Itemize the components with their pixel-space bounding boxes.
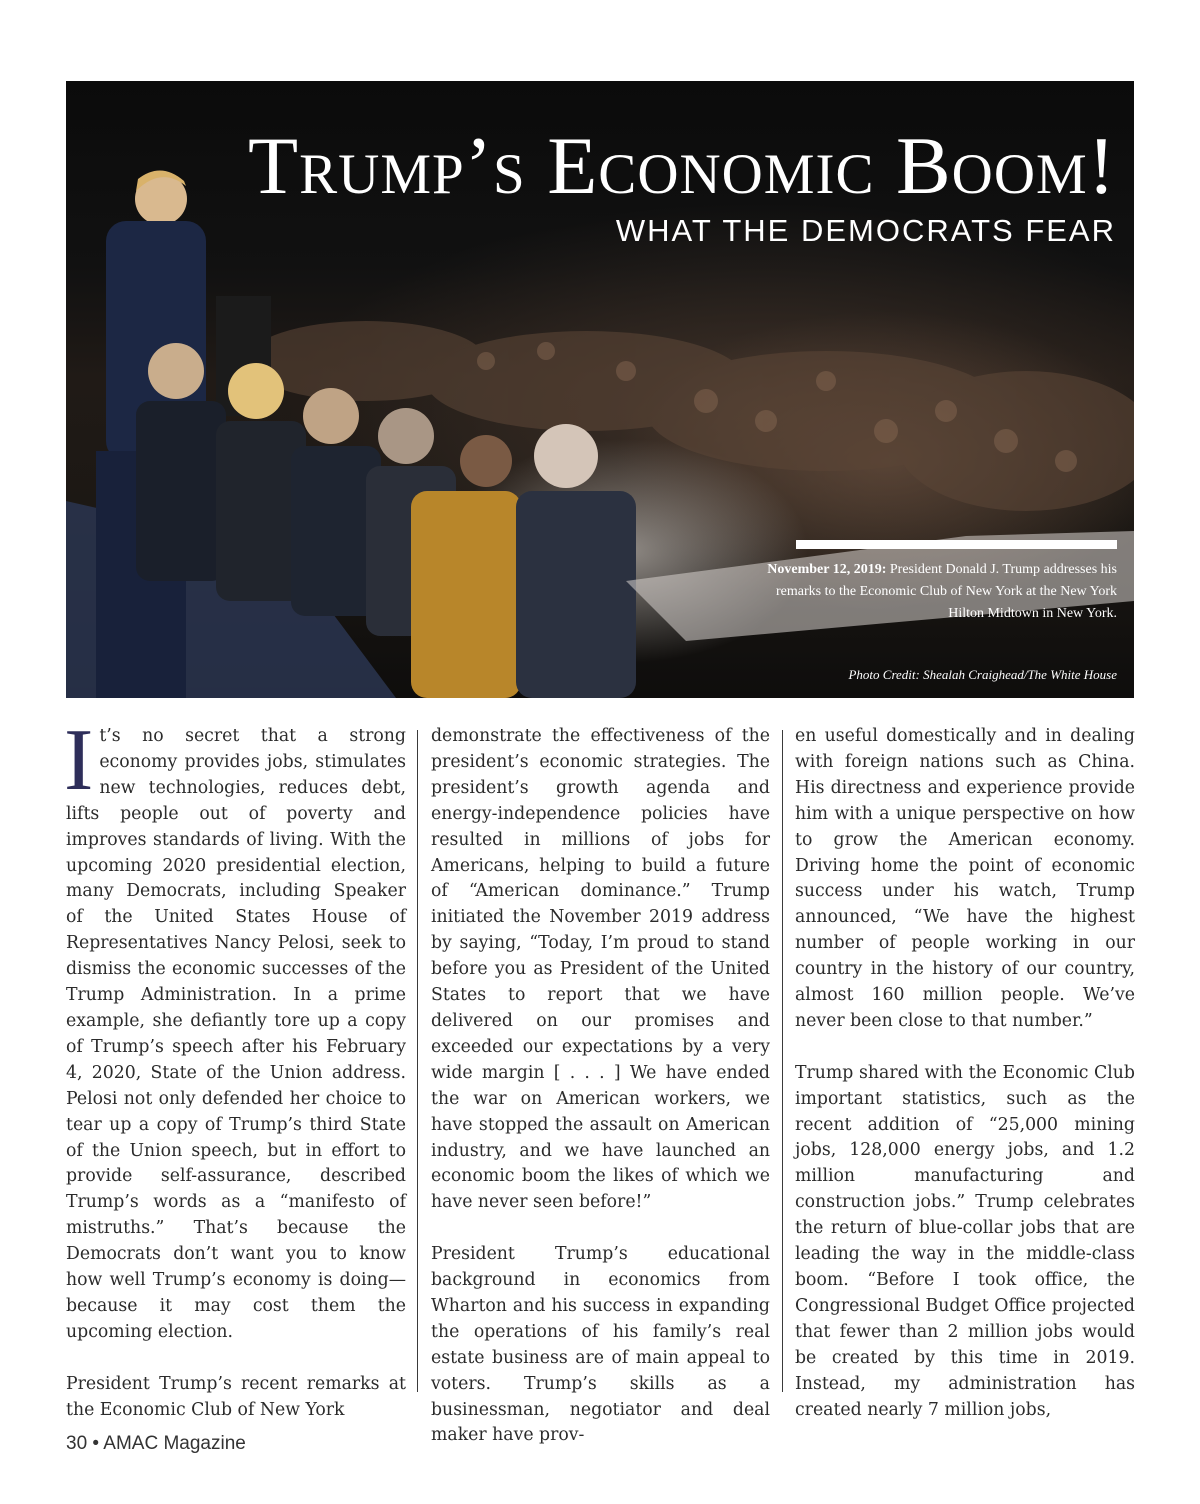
- article-column-3: [795, 724, 1135, 1420]
- paragraph: Trump shared with the Economic Club important statistics, such as the recent addition of “25,000 mining jobs, 128,000 energy jobs, and 1.2 million manufacturing and construction jobs.” Trump celebrates the return of blue-collar jobs that are leading the way in the middle-class boom. “Before I took office, the Congressional Budget Office projected that fewer than 2 million jobs would be created by this time in 2019. Instead, my administration has created nearly 7 million jobs,: [795, 1062, 1135, 1420]
- paragraph-text: t’s no secret that a strong economy provides jobs, stimulates new technologies, reduces debt, lifts people out of poverty and improves standards of living. With the upcoming 2020 presidential election, many Democrats, including Speaker of the United States House of Representatives Nancy Pelosi, seek to dismiss the economic successes of the Trump Administration. In a prime example, she defiantly tore up a copy of Trump’s speech after his February 4, 2020, State of the Union address. Pelosi not only defended her choice to tear up a copy of Trump’s third State of the Union speech, but in effort to provide self-assurance, described Trump’s words as a “manifesto of mistruths.” That’s because the Democrats don’t want you to know how well Trump’s economy is doing—because it may cost them the upcoming election.: [66, 726, 406, 1342]
- caption-date: November 12, 2019:: [767, 562, 887, 577]
- hero-photo: [66, 81, 1134, 698]
- article-column-2: [431, 724, 770, 1446]
- photo-credit: Photo Credit: Shealah Craighead/The White House: [848, 667, 1117, 682]
- photo-caption: [756, 559, 1117, 625]
- page-footer: 30 • AMAC Magazine: [66, 1433, 246, 1454]
- drop-cap: I: [64, 712, 94, 809]
- caption-rule: [796, 540, 1117, 549]
- article-column-1: [64, 712, 406, 1420]
- paragraph: en useful domestically and in dealing with foreign nations such as China. His directness and experience provide him with a unique perspective on how to grow the American economy. Driving home the point of economic success under his watch, Trump announced, “We have the highest number of people working in our country in the history of our country, almost 160 million people. We’ve never been close to that number.”: [795, 726, 1135, 1031]
- column-divider: [417, 730, 418, 1392]
- column-divider: [782, 730, 783, 1392]
- paragraph: President Trump’s recent remarks at the Economic Club of New York: [66, 1373, 406, 1420]
- paragraph: [64, 712, 406, 1346]
- paragraph: demonstrate the effectiveness of the president’s economic strategies. The president’s growth agenda and energy-independence policies have resulted in millions of jobs for Americans, helping to build a future of “American dominance.” Trump initiated the November 2019 address by saying, “Today, I’m proud to stand before you as President of the United States to report that we have delivered on our promises and exceeded our expectations by a very wide margin [ . . . ] We have ended the war on American workers, we have stopped the assault on American industry, and we have launched an economic boom the likes of which we have never seen before!”: [431, 726, 770, 1213]
- article-title: Trump’s Economic Boom!: [248, 120, 1116, 211]
- paragraph: President Trump’s educational background in economics from Wharton and his success in expanding the operations of his family’s real estate business are of main appeal to voters. Trump’s skills as a businessman, negotiator and deal maker have prov-: [431, 1244, 770, 1446]
- caption-text: President Donald J. Trump addresses his remarks to the Economic Club of New York at the New York Hilton Midtown in New York.: [775, 562, 1117, 621]
- article-subtitle: WHAT THE DEMOCRATS FEAR: [615, 213, 1116, 248]
